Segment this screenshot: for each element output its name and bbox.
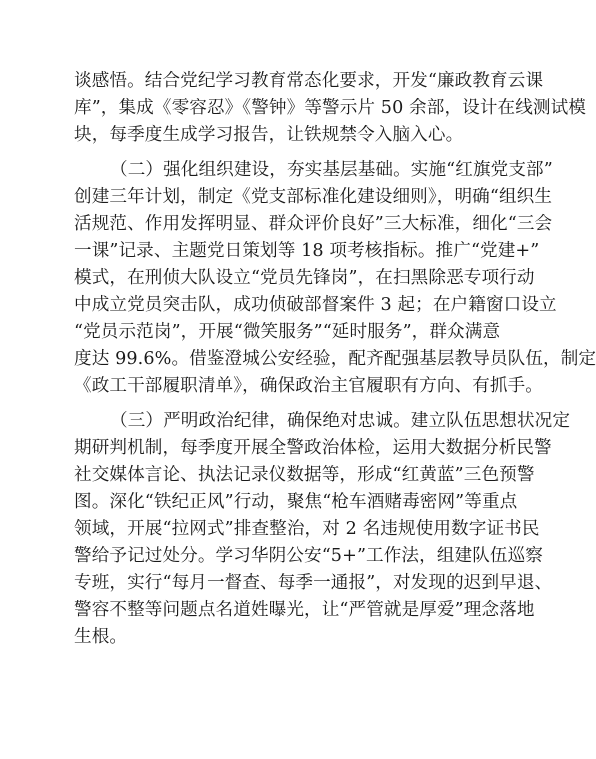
text-line: 库”，集成《零容忍》《警钟》等警示片 50 余部，设计在线测试模 [74,98,587,118]
paragraph-1 [74,68,587,149]
text-line: 领域，开展“拉网式”排查整治，对 2 名违规使用数字证书民 [74,519,540,539]
paragraph-spacer [74,149,516,157]
text-line: 谈感悟。结合党纪学习教育常态化要求，开发“廉政教育云课 [74,71,544,91]
text-line: 图。深化“铁纪正风”行动，聚焦“枪车酒赌毒密网”等重点 [74,492,518,512]
text-line: 活规范、作用发挥明显、群众评价良好”三大标准，细化“三会 [74,214,553,234]
paragraph-spacer [74,400,516,408]
document-body [74,68,596,651]
text-line: （三）严明政治纪律，确保绝对忠诚。建立队伍思想状况定 [110,411,571,431]
text-line: 《政工干部履职清单》，确保政治主官履职有方向、有抓手。 [74,376,543,396]
text-line: 块，每季度生成学习报告，让铁规禁令入脑入心。 [74,125,464,145]
text-line: 生根。 [74,627,128,647]
text-line: 专班，实行“每月一督查、每季一通报”，对发现的迟到早退、 [74,573,553,593]
text-line: 警容不整等问题点名道姓曝光，让“严管就是厚爱”理念落地 [74,600,535,620]
text-line: “党员示范岗”，开展“微笑服务”“延时服务”，群众满意 [74,322,501,342]
text-line: 一课”记录、主题党日策划等 18 项考核指标。推广“党建+” [74,241,540,261]
paragraph-3 [74,408,571,651]
text-line: 期研判机制，每季度开展全警政治体检，运用大数据分析民警 [74,438,552,458]
text-line: 警给予记过处分。学习华阴公安“5+”工作法，组建队伍巡察 [74,546,543,566]
text-line: 中成立党员突击队，成功侦破部督案件 3 起；在户籍窗口设立 [74,295,557,315]
text-line: 创建三年计划，制定《党支部标准化建设细则》，明确“组织生 [74,187,553,207]
text-line: （二）强化组织建设，夯实基层基础。实施“红旗党支部” [110,160,553,180]
text-line: 模式，在刑侦大队设立“党员先锋岗”，在扫黑除恶专项行动 [74,268,535,288]
paragraph-2 [74,157,596,400]
text-line: 度达 99.6%。借鉴澄城公安经验，配齐配强基层教导员队伍，制定 [74,349,596,369]
text-line: 社交媒体言论、执法记录仪数据等，形成“红黄蓝”三色预警 [74,465,535,485]
